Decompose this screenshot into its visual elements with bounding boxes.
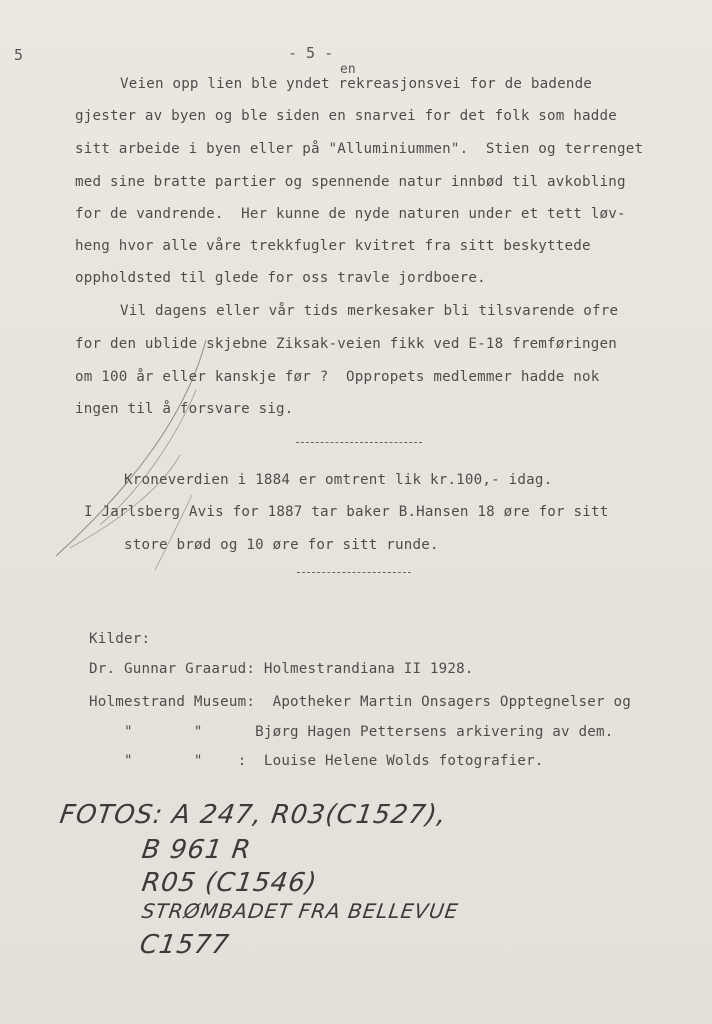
handwritten-note-5: C1577 <box>137 930 232 960</box>
section-divider-2 <box>297 572 411 573</box>
footnote-line-3: store brød og 10 øre for sitt runde. <box>124 537 439 553</box>
paragraph-1-line-6: heng hvor alle våre trekkfugler kvitret fra sitt beskyttede <box>75 238 591 254</box>
paragraph-2-line-2: for den ublide skjebne Ziksak-veien fikk ved E-18 fremføringen <box>75 336 617 352</box>
handwritten-note-2: B 961 R <box>139 835 254 865</box>
paragraph-2-line-4: ingen til å forsvare sig. <box>75 401 294 417</box>
source-line-1: Dr. Gunnar Graarud: Holmestrandiana II 1928. <box>89 661 474 677</box>
handwritten-note-1: FOTOS: A 247, R03(C1527), <box>57 800 449 830</box>
section-divider-1 <box>296 442 422 443</box>
handwritten-note-4: STRØMBADET FRA BELLEVUE <box>140 899 461 923</box>
sources-heading: Kilder: <box>89 631 151 647</box>
insertion-note: en <box>340 62 356 77</box>
margin-page-number: 5 <box>14 46 24 64</box>
source-line-4: " " : Louise Helene Wolds fotografier. <box>89 753 544 769</box>
paragraph-1-line-2: gjester av byen og ble siden en snarvei for det folk som hadde <box>75 108 617 124</box>
paragraph-1-line-1: Veien opp lien ble yndet rekreasjonsvei for de badende <box>120 76 593 92</box>
source-line-2: Holmestrand Museum: Apotheker Martin Onsagers Opptegnelser og <box>89 694 631 710</box>
paragraph-1-line-5: for de vandrende. Her kunne de nyde naturen under et tett løv- <box>75 206 626 222</box>
paragraph-2-line-1: Vil dagens eller vår tids merkesaker bli tilsvarende ofre <box>120 303 619 319</box>
paragraph-1-line-4: med sine bratte partier og spennende natur innbød til avkobling <box>75 174 626 190</box>
paragraph-1-line-3: sitt arbeide i byen eller på "Alluminiummen". Stien og terrenget <box>75 141 644 157</box>
paragraph-1-line-7: oppholdsted til glede for oss travle jordboere. <box>75 270 486 286</box>
page-number: - 5 - <box>288 44 334 62</box>
handwritten-note-3: R05 (C1546) <box>139 868 320 898</box>
footnote-line-2: I Jarlsberg Avis for 1887 tar baker B.Hansen 18 øre for sitt <box>84 504 609 520</box>
footnote-line-1: Kroneverdien i 1884 er omtrent lik kr.100,- idag. <box>124 472 553 488</box>
paragraph-2-line-3: om 100 år eller kanskje før ? Oppropets medlemmer hadde nok <box>75 369 600 385</box>
source-line-3: " " Bjørg Hagen Pettersens arkivering av dem. <box>89 724 614 740</box>
